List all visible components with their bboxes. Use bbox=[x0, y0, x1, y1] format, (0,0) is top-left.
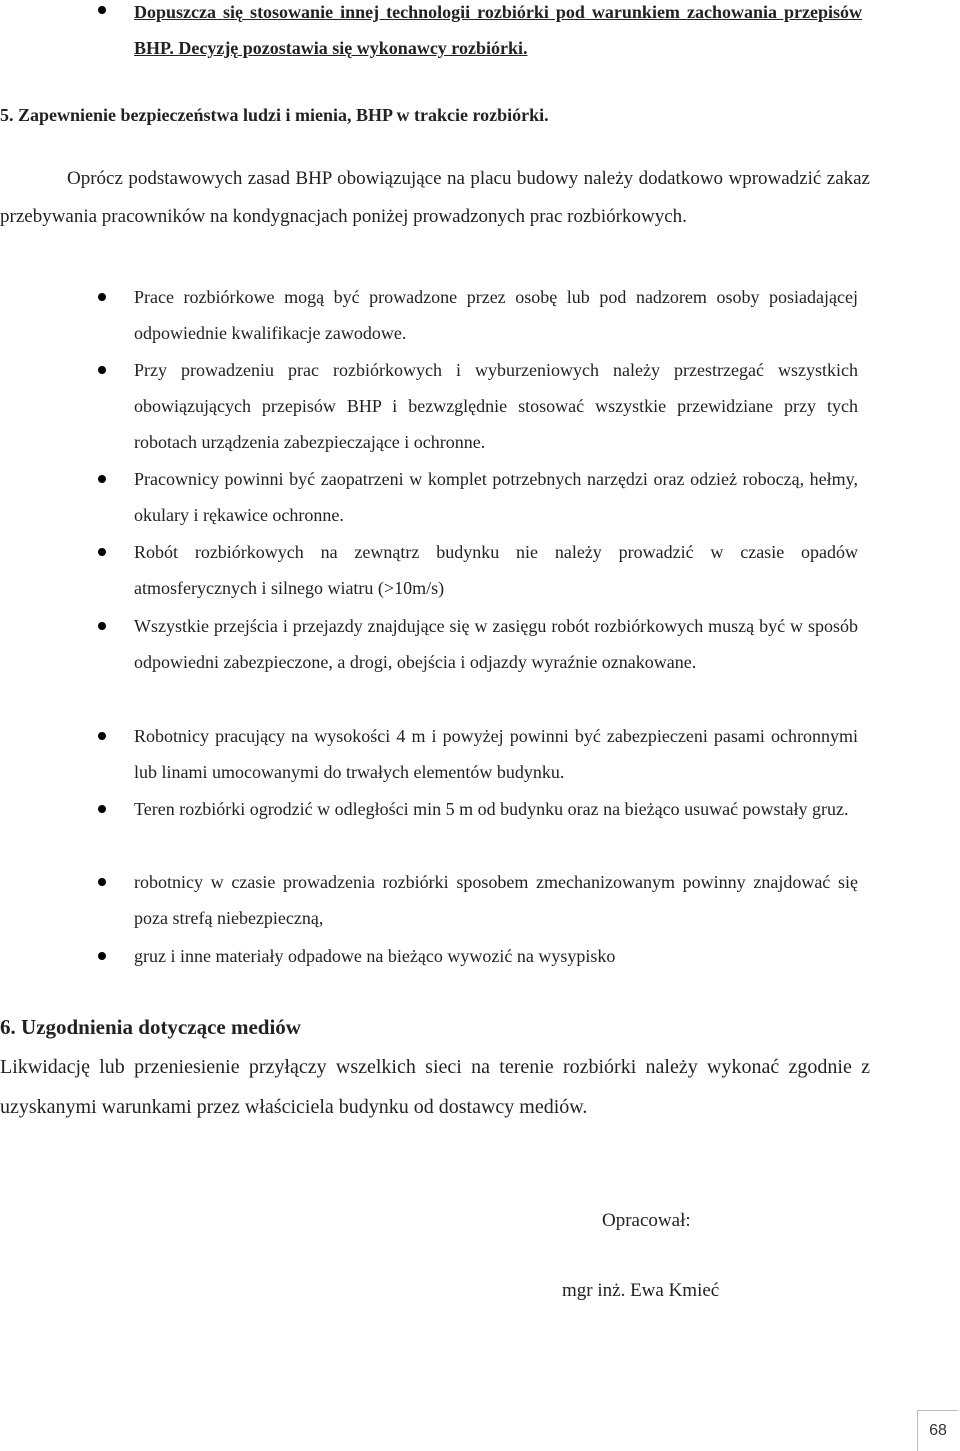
list-item: Robót rozbiórkowych na zewnątrz budynku nie należy prowadzić w czasie opadów atmosferycznych i silnego wiatru (>10m/s) bbox=[134, 542, 858, 598]
bullet-icon bbox=[98, 732, 106, 740]
page-number: 68 bbox=[917, 1410, 958, 1451]
top-item-text: Dopuszcza się stosowanie innej technologii rozbiórki pod warunkiem zachowania przepisów BHP. Decyzję pozostawia się wykonawcy rozbiórki. bbox=[134, 2, 862, 58]
section5-heading: 5. Zapewnienie bezpieczeństwa ludzi i mienia, BHP w trakcie rozbiórki. bbox=[0, 105, 549, 125]
bullet-icon bbox=[98, 952, 106, 960]
section6-heading: 6. Uzgodnienia dotyczące mediów bbox=[0, 1015, 301, 1039]
list-item: Pracownicy powinni być zaopatrzeni w komplet potrzebnych narzędzi oraz odzież roboczą, hełmy, okulary i rękawice ochronne. bbox=[134, 469, 858, 525]
bullet-icon bbox=[98, 366, 106, 374]
list-item: Teren rozbiórki ogrodzić w odległości min 5 m od budynku oraz na bieżąco usuwać powstały gruz. bbox=[134, 799, 849, 819]
section6-text: Likwidację lub przeniesienie przyłączy wszelkich sieci na terenie rozbiórki należy wykonać zgodnie z uzyskanymi warunkami przez właściciela budynku od dostawcy mediów. bbox=[0, 1056, 870, 1118]
list-item: Robotnicy pracujący na wysokości 4 m i powyżej powinni być zabezpieczeni pasami ochronnymi lub linami umocowanymi do trwałych elementów budynku. bbox=[134, 726, 858, 782]
bullet-icon bbox=[98, 293, 106, 301]
list-item: Przy prowadzeniu prac rozbiórkowych i wyburzeniowych należy przestrzegać wszystkich obowiązujących przepisów BHP i bezwzględnie stosować wszystkie przewidziane przy tych robotach urządzenia zabezpieczające i ochronne. bbox=[134, 360, 858, 452]
bullet-icon bbox=[98, 622, 106, 630]
list-item: Prace rozbiórkowe mogą być prowadzone przez osobę lub pod nadzorem osoby posiadającej odpowiednie kwalifikacje zawodowe. bbox=[134, 287, 858, 343]
bullet-icon bbox=[98, 475, 106, 483]
bullet-icon bbox=[98, 6, 106, 14]
section5-intro: Oprócz podstawowych zasad BHP obowiązujące na placu budowy należy dodatkowo wprowadzić zakaz przebywania pracowników na kondygnacjach poniżej prowadzonych prac rozbiórkowych. bbox=[0, 168, 870, 227]
bullet-icon bbox=[98, 548, 106, 556]
signature-label: Opracował: bbox=[602, 1210, 691, 1231]
list-item: Wszystkie przejścia i przejazdy znajdujące się w zasięgu robót rozbiórkowych muszą być w sposób odpowiedni zabezpieczone, a drogi, obejścia i odjazdy wyraźnie oznakowane. bbox=[134, 616, 858, 672]
signature-name: mgr inż. Ewa Kmieć bbox=[562, 1280, 720, 1301]
bullet-icon bbox=[98, 878, 106, 886]
bullet-icon bbox=[98, 805, 106, 813]
list-item: gruz i inne materiały odpadowe na bieżąco wywozić na wysypisko bbox=[134, 946, 616, 966]
list-item: robotnicy w czasie prowadzenia rozbiórki sposobem zmechanizowanym powinny znajdować się poza strefą niebezpieczną, bbox=[134, 872, 858, 928]
